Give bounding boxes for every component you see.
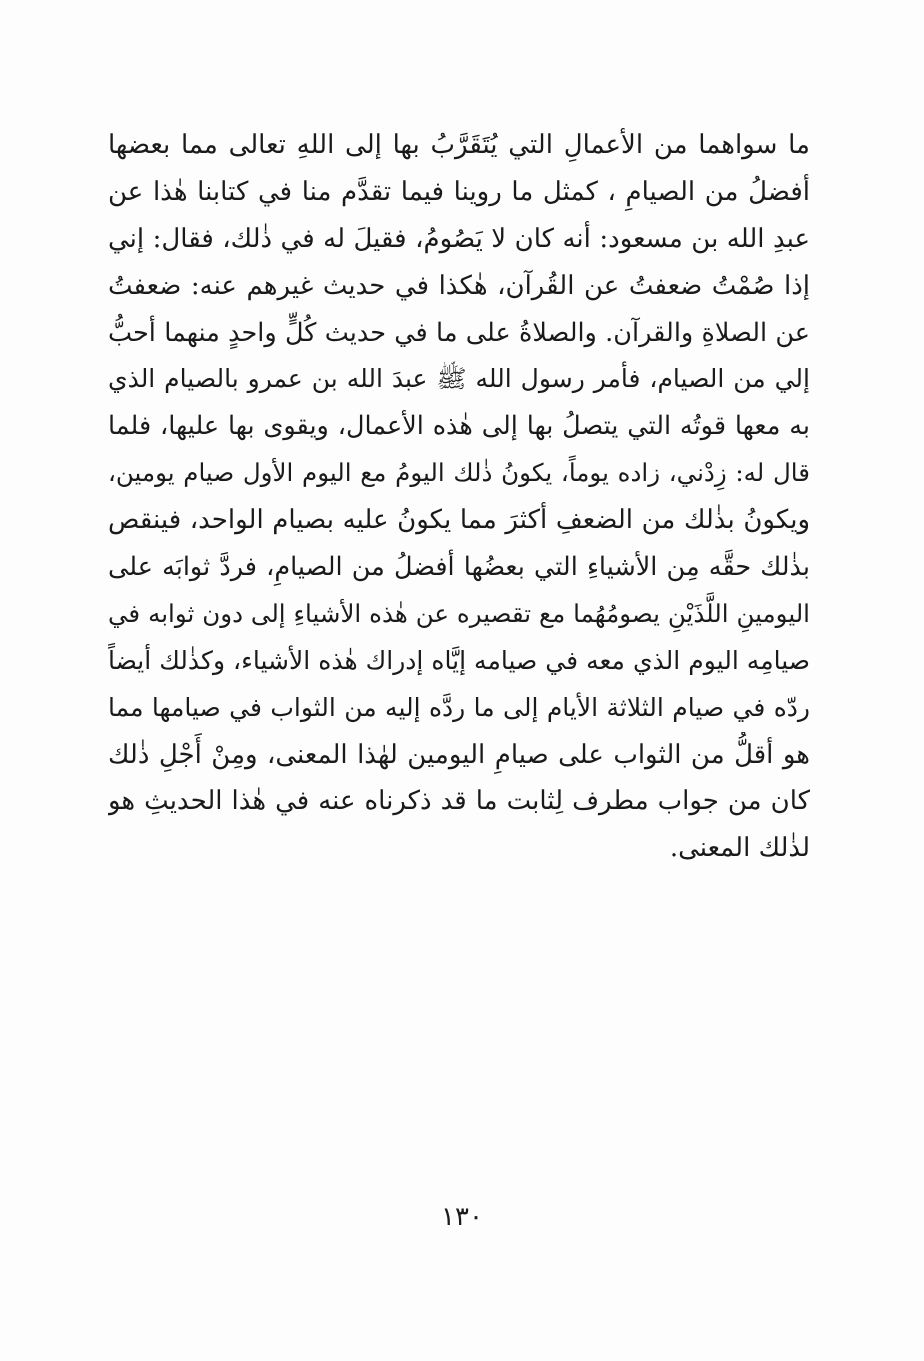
text-line: صيامِه اليوم الذي معه في صيامه إيَّاه إدراك هٰذه الأشياء، وكذٰلك أيضاً: [108, 645, 810, 675]
text-line: إذا صُمْتُ ضعفتُ عن القُرآن، هٰكذا في حديث غيرهم عنه: ضعفتُ: [108, 270, 810, 301]
text-line: أفضلُ من الصيامِ ، كمثل ما روينا فيما تقدَّم منا في كتابنا هٰذا عن: [108, 176, 810, 207]
text-line: كان من جواب مطرف لِثابت ما قد ذكرناه عنه في هٰذا الحديثِ هو: [108, 786, 810, 817]
text-line: عبدِ الله بن مسعود: أنه كان لا يَصُومُ، فقيلَ له في ذٰلك، فقال: إني: [108, 223, 810, 254]
text-line: بذٰلك حقَّه مِن الأشياءِ التي بعضُها أفضلُ من الصيامِ، فردَّ ثوابَه على: [108, 552, 810, 583]
text-line: ما سواهما من الأعمالِ التي يُتَقَرَّبُ بها إلى اللهِ تعالى مما بعضها: [108, 130, 810, 160]
page-number: ١٣٠: [441, 1202, 483, 1232]
text-line-last: لذٰلك المعنى.: [669, 833, 810, 864]
text-line: هو أقلُّ من الثواب على صيامِ اليومين لهٰذا المعنى، ومِنْ أَجْلِ ذٰلك: [108, 739, 810, 770]
text-line: ويكونُ بذٰلك من الضعفِ أكثرَ مما يكونُ عليه بصيام الواحد، فينقص: [108, 505, 810, 536]
text-line: إلي من الصيام، فأمر رسول الله ﷺ عبدَ الله بن عمرو بالصيام الذي: [108, 364, 810, 394]
text-line: ردّه في صيام الثلاثة الأيام إلى ما ردَّه إليه من الثواب في صيامها مما: [108, 692, 810, 722]
text-line: اليومينِ اللَّذَيْنِ يصومُهُما مع تقصيره عن هٰذه الأشياءِ إلى دون ثوابه في: [108, 598, 810, 628]
text-line: عن الصلاةِ والقرآن. والصلاةُ على ما في حديث كُلٍّ واحدٍ منهما أحبُّ: [108, 317, 810, 348]
body-text: [108, 122, 810, 872]
text-line: قال له: زِدْني، زاده يوماً، يكونُ ذٰلك اليومُ مع اليوم الأول صيام يومين،: [108, 458, 810, 488]
text-line: به معها قوتُه التي يتصلُ بها إلى هٰذه الأعمال، ويقوى بها عليها، فلما: [108, 411, 810, 442]
